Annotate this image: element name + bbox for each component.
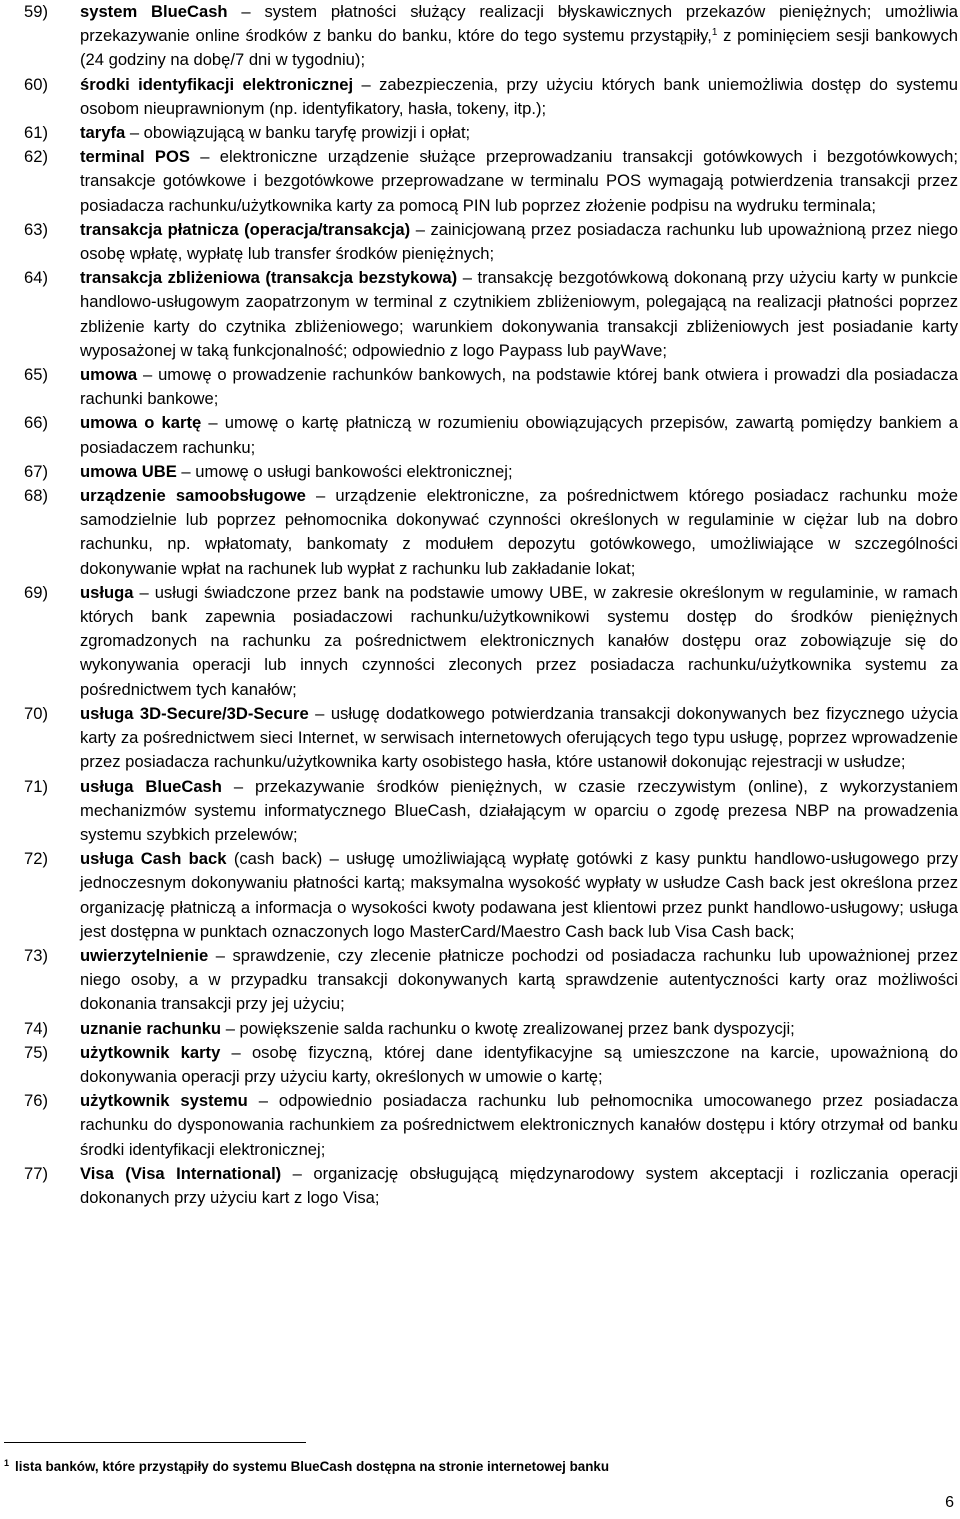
footnote-ref: 1	[711, 27, 718, 39]
definition-item	[0, 581, 960, 702]
term: taryfa	[80, 123, 126, 143]
definition-item	[0, 145, 960, 218]
definition-item	[0, 460, 960, 484]
term: system BlueCash	[80, 2, 228, 21]
definition-item	[0, 411, 960, 459]
item-number: 77)	[24, 1163, 48, 1183]
definition-text: elektroniczne urządzenie służące przeprowadzaniu transakcji gotówkowych i bezgotówkowych; transakcje gotówkowe i bezgotówkowe przeprowadzane w terminalu POS wymagają potwierdzenia transakcji przez posiadacza rachunku/użytkownika karty za pomocą PIN lub poprzez złożenie podpisu na wydruku terminala;	[80, 147, 958, 215]
separator: –	[221, 1018, 240, 1038]
item-number: 74)	[24, 1018, 48, 1038]
definition-item	[0, 847, 960, 944]
separator: –	[201, 413, 225, 433]
definition-text: obowiązującą w banku taryfę prowizji i opłat;	[143, 123, 471, 143]
term: umowa o kartę	[80, 413, 202, 433]
definition-item	[0, 1017, 960, 1041]
item-number: 75)	[24, 1042, 48, 1062]
definition-item	[0, 73, 960, 121]
definition-item	[0, 1162, 960, 1210]
separator: –	[133, 582, 155, 602]
definition-item	[0, 363, 960, 411]
definition-item	[0, 944, 960, 1017]
item-number: 72)	[24, 849, 48, 869]
definition-text: transakcję bezgotówkową dokonaną przy użyciu karty w punkcie handlowo-usługowym zaopatrzonym w terminal z czytnikiem zbliżeniowym, polegającą na realizacji płatności poprzez zbliżenie karty do czytnika zbliżeniowego; warunkiem dokonywania transakcji zbliżeniowych jest posiadanie karty wyposażonej w taką funkcjonalność; odpowiednio z logo Paypass lub payWave;	[80, 268, 958, 360]
definition-text: przekazywanie środków pieniężnych, w czasie rzeczywistym (online), z wykorzystaniem mechanizmów systemu informatycznego BlueCash, działającym w oparciu o zgodę prezesa NBP na prowadzenia systemu szybkich przelewów;	[80, 776, 959, 844]
item-number: 62)	[24, 147, 48, 167]
separator: –	[176, 461, 196, 481]
footnote-text: lista banków, które przystąpiły do systemu BlueCash dostępna na stronie internetowej banku	[15, 1459, 610, 1474]
definition-text: umowę o kartę płatniczą w rozumieniu obowiązujących przepisów, zawartą pomiędzy bankiem a posiadaczem rachunku;	[80, 413, 959, 457]
footnote-marker: 1	[4, 1458, 10, 1468]
separator	[227, 849, 234, 868]
definition-text: sprawdzenie, czy zlecenie płatnicze pochodzi od posiadacza rachunku lub upoważnionej przez niego osoby, a w przypadku transakcji dokonywanych kartą sprawdzenie autentyczności karty oraz możliwości dokonania transakcji przy jej użyciu;	[80, 945, 959, 1014]
term: uznanie rachunku	[80, 1018, 222, 1038]
definition-item	[0, 218, 960, 266]
separator: –	[353, 74, 380, 94]
item-number: 68)	[24, 486, 48, 506]
definition-text: zabezpieczenia, przy użyciu których bank uniemożliwia dostęp do systemu osobom nieuprawnionym (np. identyfikatory, hasła, tokeny, itp.);	[80, 74, 958, 118]
item-number: 63)	[24, 219, 48, 239]
term: transakcja płatnicza (operacja/transakcja)	[80, 219, 411, 239]
definition-text: umowę o prowadzenie rachunków bankowych, na podstawie której bank otwiera i prowadzi dla posiadacza rachunki bankowe;	[80, 365, 959, 409]
definition-text: urządzenie elektroniczne, za pośrednictwem którego posiadacz rachunku może samodzielnie lub poprzez pełnomocnika dokonywać czynności określonych w regulaminie w ciężar lub na dobro rachunku, np. wpłatomaty, bankomaty z modułem depozytu gotówkowego, umożliwiające w szczególności dokonywanie wpłat na rachunek lub wypłat z rachunku lub zakładanie lokat;	[80, 486, 958, 578]
definition-item	[0, 484, 960, 581]
definition-item	[0, 121, 960, 145]
term: transakcja zbliżeniowa (transakcja bezstykowa)	[80, 268, 458, 288]
footnote-separator	[4, 1442, 306, 1443]
item-number: 65)	[24, 365, 48, 385]
separator: –	[221, 776, 255, 796]
definition-text: organizację obsługującą międzynarodowy system akceptacji i rozliczania operacji dokonanych przy użyciu kart z logo Visa;	[80, 1163, 958, 1207]
term: umowa	[80, 365, 138, 385]
item-number: 60)	[24, 74, 48, 94]
definition-text: odpowiednio posiadacza rachunku lub pełnomocnika umocowanego przez posiadacza rachunku do dysponowania rachunkiem za pośrednictwem elektronicznych kanałów dostępu i który otrzymał od banku środki identyfikacji elektronicznej;	[80, 1091, 958, 1159]
separator: –	[137, 365, 159, 385]
item-number: 67)	[24, 461, 48, 481]
definition-text: osobę fizyczną, której dane identyfikacyjne są umieszczone na karcie, upoważnioną do dokonywania operacji przy użyciu karty, określonych w umowie o kartę;	[80, 1042, 959, 1086]
definition-item	[0, 702, 960, 775]
item-number: 76)	[24, 1091, 48, 1111]
term: umowa UBE	[80, 461, 177, 481]
item-number: 59)	[24, 2, 48, 21]
item-number: 70)	[24, 703, 48, 723]
definition-text: usługę dodatkowego potwierdzania transakcji dokonywanych bez fizycznego użycia karty za pośrednictwem sieci Internet, w serwisach internetowych oferujących tego typu usługę, poprzez wprowadzenie przez posiadacza rachunku/użytkownika karty osobistego hasła, które ustanowił dokonując rejestracji w usłudze;	[80, 703, 958, 772]
separator: –	[410, 219, 431, 239]
term: użytkownik systemu	[80, 1091, 248, 1111]
term: użytkownik karty	[80, 1042, 221, 1062]
term: środki identyfikacji elektronicznej	[80, 74, 354, 94]
separator: –	[247, 1091, 279, 1111]
definition-text: usługi świadczone przez bank na podstawie umowy UBE, w zakresie określonym w regulaminie, w ramach których bank zapewnia posiadaczowi rachunku/użytkownikowi systemu dostęp do środków pieniężnych zgromadzonych na rachunku za pośrednictwem elektronicznych kanałów dostępu oraz zobowiązuje się do wykonywania operacji lub innych czynności zleconych przez posiadacza rachunku/użytkownika systemu za pośrednictwem tych kanałów;	[80, 582, 958, 699]
item-number: 69)	[24, 582, 48, 602]
separator: –	[305, 486, 336, 506]
definition-text: system płatności służący realizacji błyskawicznych przekazów pieniężnych; umożliwia przekazywanie online środków z banku do banku, które do tego systemu przystąpiły,	[80, 2, 959, 46]
definition-item	[0, 1089, 960, 1162]
item-number: 61)	[24, 123, 48, 143]
term: usługa BlueCash	[80, 776, 222, 796]
separator: –	[281, 1163, 314, 1183]
term: usługa Cash back	[80, 849, 227, 869]
separator: –	[308, 703, 331, 723]
footnote	[4, 1458, 609, 1476]
separator: –	[125, 123, 144, 143]
item-number: 66)	[24, 413, 48, 433]
definition-text: powiększenie salda rachunku o kwotę zrealizowanej przez bank dyspozycji;	[239, 1018, 795, 1038]
definition-text: umowę o usługi bankowości elektronicznej;	[195, 461, 513, 481]
definition-item	[0, 266, 960, 363]
term: Visa (Visa International)	[80, 1163, 282, 1183]
term: usługa	[80, 582, 134, 602]
definition-text-continued: z pominięciem sesji bankowych (24 godziny na dobę/7 dni w tygodniu);	[80, 26, 958, 70]
page-number: 6	[945, 1494, 954, 1511]
term: terminal POS	[80, 147, 190, 167]
separator: –	[189, 147, 220, 167]
definition-item	[0, 775, 960, 848]
item-number: 73)	[24, 945, 48, 965]
separator: –	[227, 2, 265, 21]
definition-item	[0, 0, 960, 73]
separator: –	[220, 1042, 252, 1062]
definition-item	[0, 1041, 960, 1089]
definition-text: zainicjowaną przez posiadacza rachunku lub upoważnioną przez niego osobę wpłatę, wypłatę lub transfer środków pieniężnych;	[80, 219, 959, 264]
term: usługa 3D-Secure/3D-Secure	[80, 703, 309, 723]
term: urządzenie samoobsługowe	[80, 486, 306, 506]
definition-text: (cash back) – usługę umożliwiającą wypłatę gotówki z kasy punktu handlowo-usługowego przy jednoczesnym dokonywaniu płatności kartą; maksymalna wysokość wypłaty w usłudze Cash back jest określona przez organizację płatniczą a informacja o wysokości kwoty podawana jest klientowi przez punkt handlowo-usługowy; usługa jest dostępna w punktach oznaczonych logo MasterCard/Maestro Cash back lub Visa Cash back;	[80, 849, 958, 941]
separator: –	[208, 945, 233, 965]
item-number: 71)	[24, 776, 48, 796]
separator: –	[457, 268, 478, 288]
item-number: 64)	[24, 268, 48, 288]
term: uwierzytelnienie	[80, 945, 209, 965]
